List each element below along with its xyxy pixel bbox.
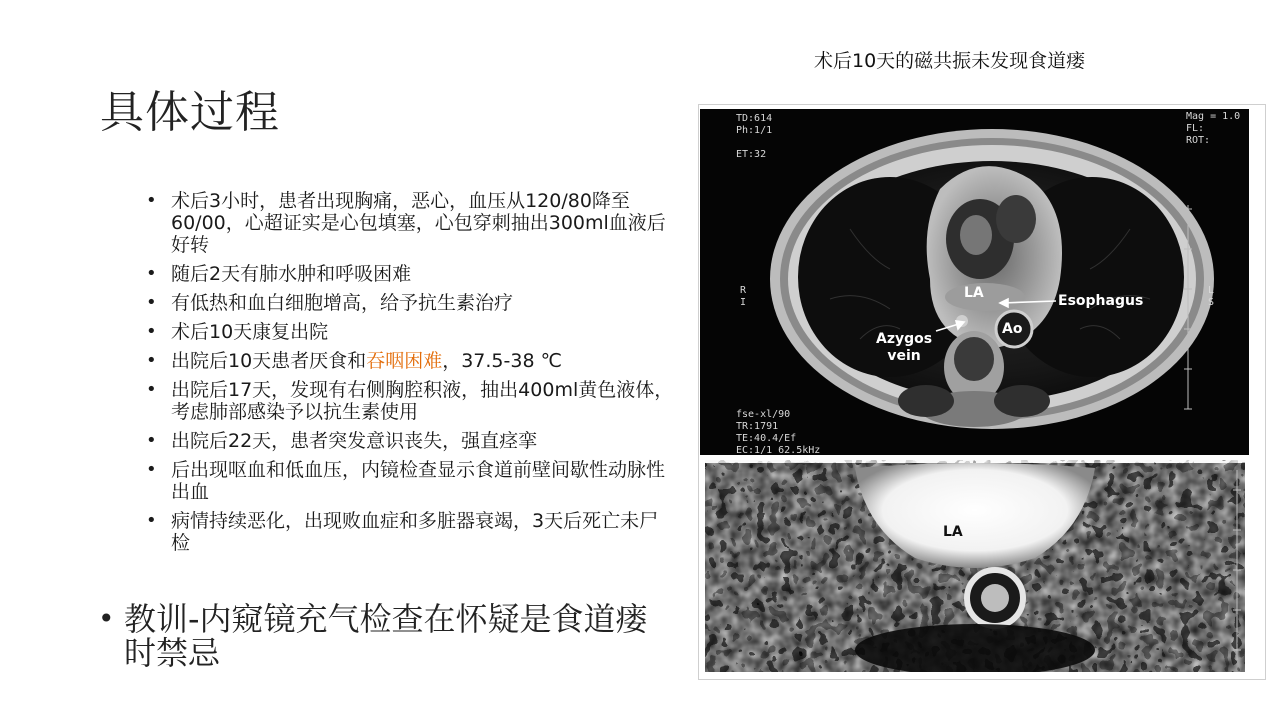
bullet-item: • 有低热和血白细胞增高，给予抗生素治疗 [146,292,676,314]
highlighted-text: 吞咽困难 [366,350,443,372]
label-azygos-vein: Azygos vein [876,331,933,364]
mri-axial-drawing [700,109,1249,455]
bullet-text: 出院后10天患者厌食和 [171,350,367,372]
bullet-item: • 出院后17天，发现有右侧胸腔积液，抽出400ml黄色液体，考虑肺部感染予以抗生素使用 [146,379,676,423]
slide-title: 具体过程 [100,87,280,138]
bullet-item: • 后出现呕血和低血压，内镜检查显示食道前壁间歇性动脉性出血 [146,459,676,503]
bullet-item [146,350,676,372]
lesson-list [98,602,678,670]
mri-side-right: L S [1208,285,1215,308]
bullet-item: • 出院后22天，患者突发意识丧失，强直痉挛 [146,430,676,452]
label-la: LA [964,285,984,301]
label-esophagus: Esophagus [1058,293,1144,309]
mri-info-top-left: TD:614 Ph:1/1 ET:32 [736,113,773,160]
label-la-coronal: LA [943,524,963,540]
mri-coronal-drawing [705,460,1245,672]
mri-info-bottom-left: fse-xl/90 TR:1791 TE:40.4/Ef EC:1/1 62.5kHz [736,409,821,455]
label-ao: Ao [1002,321,1023,337]
bullet-item: • 病情持续恶化，出现败血症和多脏器衰竭，3天后死亡未尸检 [146,510,676,554]
bullet-item: • 术后10天康复出院 [146,321,676,343]
mri-axial-image [700,109,1249,455]
lesson-item: • 教训-内窥镜充气检查在怀疑是食道瘘时禁忌 [98,602,678,670]
bullet-text: ，37.5-38 ℃ [442,350,562,372]
bullet-list [146,190,676,561]
bullet-item: • 术后3小时，患者出现胸痛，恶心，血压从120/80降至60/00，心超证实是心包填塞，心包穿刺抽出300ml血液后好转 [146,190,676,256]
image-caption: 术后10天的磁共振未发现食道瘘 [814,50,1086,72]
mri-coronal-image [705,460,1245,672]
mri-side-left: R I [740,285,747,308]
bullet-item: • 随后2天有肺水肿和呼吸困难 [146,263,676,285]
mri-info-top-right: Mag = 1.0 FL: ROT: [1186,111,1241,146]
